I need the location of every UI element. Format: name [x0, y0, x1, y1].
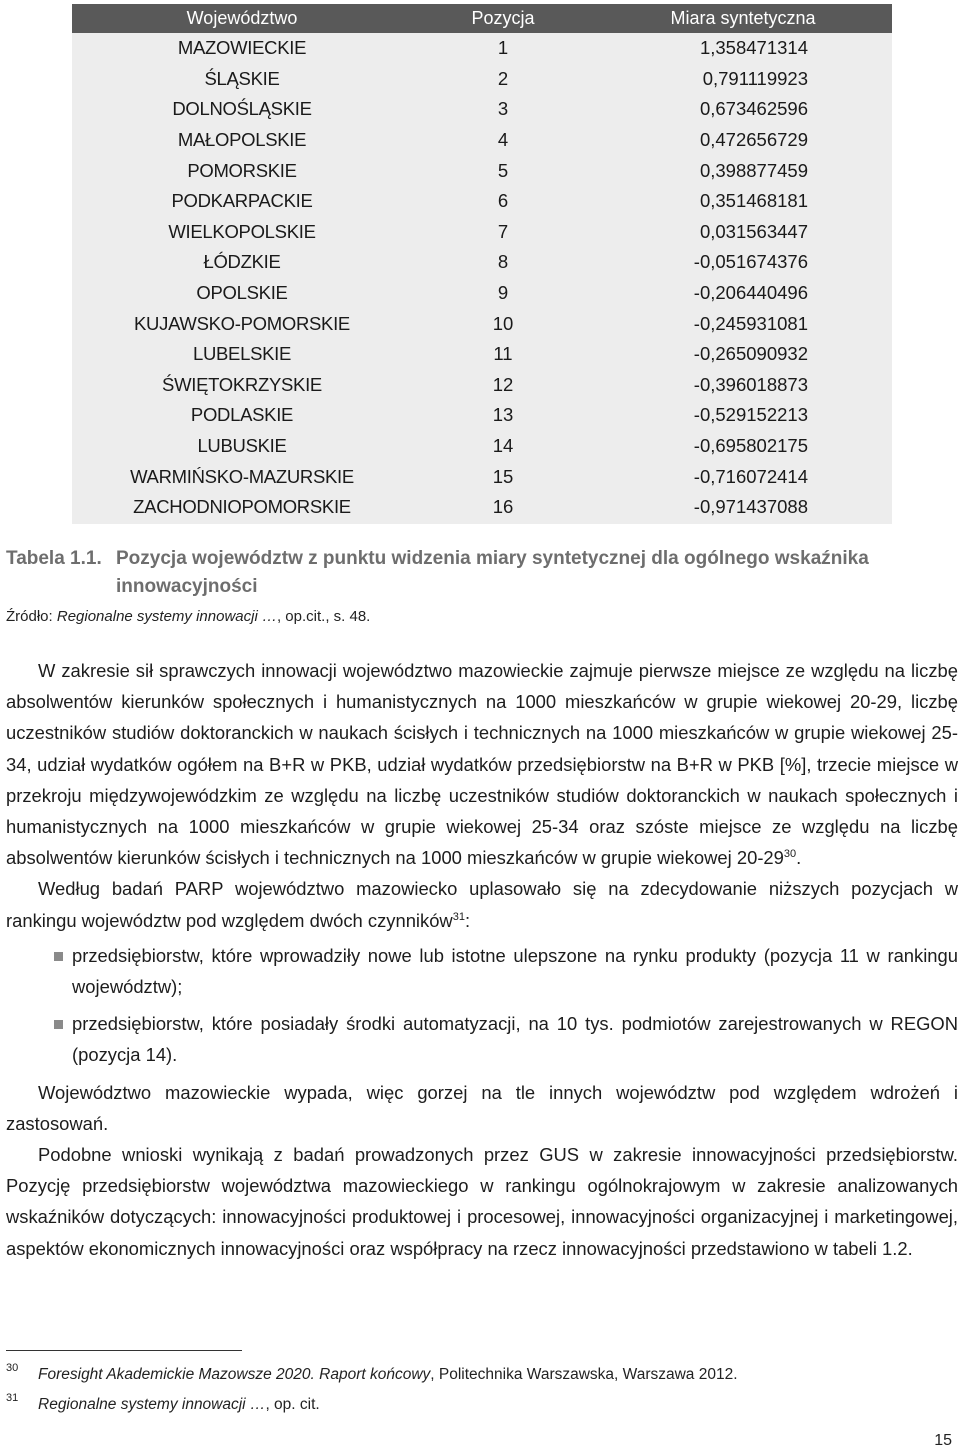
table-row	[72, 461, 892, 492]
cell-wojewodztwo: MAŁOPOLSKIE	[177, 129, 307, 151]
table-row	[72, 400, 892, 431]
table-row	[72, 492, 892, 523]
cell-pozycja: 8	[497, 251, 509, 273]
cell-pozycja: 14	[492, 435, 514, 457]
cell-pozycja: 13	[492, 404, 514, 426]
caption-label: Tabela 1.1.	[6, 548, 102, 569]
cell-pozycja: 12	[492, 373, 514, 395]
cell-wojewodztwo: KUJAWSKO-POMORSKIE	[134, 312, 350, 334]
cell-pozycja: 9	[497, 282, 509, 304]
cell-miara: -0,971437088	[693, 496, 808, 518]
table-row	[72, 370, 892, 401]
cell-pozycja: 6	[497, 190, 509, 212]
caption-line1: Pozycja województw z punktu widzenia miary syntetycznej dla ogólnego wskaźnika	[116, 548, 869, 569]
footnote-number: 30	[6, 1362, 19, 1374]
cell-wojewodztwo: ŁÓDZKIE	[203, 251, 281, 273]
bullet-list	[6, 940, 958, 1071]
paragraph-1-text: W zakresie sił sprawczych innowacji województwo mazowieckie zajmuje pierwsze miejsce ze względu na liczbę absolwentów kierunków społecznych i humanistycznych na 1000 mieszkańców w grupie wiekowej 20-29, liczbę uczestników studiów doktoranckich w naukach ścisłych i technicznych na 1000 mieszkańców w grupie wiekowej 25-34, udział wydatków ogółem na B+R w PKB, udział wydatków przedsiębiorstw na B+R w PKB [%], trzecie miejsce w przekroju międzywojewódzkim ze względu na liczbę uczestników studiów doktoranckich w naukach społecznych i humanistycznych na 1000 mieszkańców w grupie wiekowej 25-34 oraz szóste miejsce ze względu na liczbę absolwentów kierunków ścisłych i technicznych na 1000 mieszkańców w grupie wiekowej 20-29	[6, 660, 958, 869]
cell-miara: 0,472656729	[699, 129, 808, 151]
paragraph-4: Podobne wnioski wynikają z badań prowadzonych przez GUS w zakresie innowacyjności przedsiębiorstw. Pozycję przedsiębiorstw województwa mazowieckiego w rankingu ogólnokrajowym w zakresie analizowanych wskaźników dotyczących: innowacyjności produktowej i procesowej, innowacyjności organizacyjnej i marketingowej, aspektów ekonomicznych innowacyjności oraz współpracy na rzecz innowacyjności przedstawiono w tabeli 1.2.	[6, 1144, 958, 1259]
bullet-text: przedsiębiorstw, które posiadały środki automatyzacji, na 10 tys. podmiotów zarejestrowanych w REGON (pozycja 14).	[72, 1013, 958, 1066]
cell-wojewodztwo: POMORSKIE	[187, 159, 297, 181]
cell-miara: -0,716072414	[693, 465, 808, 487]
cell-wojewodztwo: LUBUSKIE	[197, 435, 287, 457]
table-caption	[6, 545, 946, 601]
cell-wojewodztwo: MAZOWIECKIE	[177, 37, 307, 59]
cell-miara: -0,265090932	[693, 343, 808, 365]
cell-wojewodztwo: ŚWIĘTOKRZYSKIE	[162, 373, 322, 395]
table-row	[72, 247, 892, 278]
table-row	[72, 125, 892, 156]
square-bullet-icon	[54, 952, 63, 961]
cell-pozycja: 5	[497, 159, 509, 181]
cell-pozycja: 10	[492, 312, 514, 334]
cell-pozycja: 16	[492, 496, 514, 518]
source-note	[6, 608, 370, 625]
cell-miara: 0,351468181	[699, 190, 808, 212]
footnotes	[6, 1360, 738, 1420]
source-prefix: Źródło:	[6, 608, 57, 625]
paragraph-1	[6, 655, 958, 873]
cell-pozycja: 7	[497, 220, 509, 242]
table-row	[72, 33, 892, 64]
cell-wojewodztwo: PODLASKIE	[190, 404, 294, 426]
cell-miara: -0,529152213	[693, 404, 808, 426]
paragraph-2-end: :	[464, 909, 471, 931]
cell-pozycja: 15	[492, 465, 514, 487]
paragraph-2	[6, 873, 958, 935]
header-wojewodztwo: Województwo	[186, 8, 298, 28]
footnote-31	[6, 1390, 738, 1420]
footnote-divider	[6, 1350, 242, 1351]
cell-miara: -0,695802175	[693, 435, 808, 457]
table-row	[72, 94, 892, 125]
cell-miara: -0,051674376	[693, 251, 808, 273]
table-row	[72, 64, 892, 95]
square-bullet-icon	[54, 1020, 63, 1029]
header-pozycja: Pozycja	[471, 8, 535, 28]
cell-miara: 0,398877459	[699, 159, 808, 181]
paragraph-2-text: Według badań PARP województwo mazowiecko uplasowało się na zdecydowanie niższych pozycjach w rankingu województw pod względem dwóch czynników	[6, 878, 958, 931]
cell-miara: -0,396018873	[693, 373, 808, 395]
cell-miara: 0,031563447	[699, 220, 808, 242]
footnote-30	[6, 1360, 738, 1390]
table-row	[72, 217, 892, 248]
cell-wojewodztwo: LUBELSKIE	[192, 343, 292, 365]
cell-pozycja: 2	[497, 67, 509, 89]
source-suffix: , op.cit., s. 48.	[276, 608, 371, 625]
cell-miara: 0,791119923	[702, 67, 808, 89]
footnote-rest: , Politechnika Warszawska, Warszawa 2012.	[430, 1366, 738, 1383]
cell-miara: -0,206440496	[693, 282, 808, 304]
paragraph-1-end: .	[796, 847, 802, 869]
cell-wojewodztwo: OPOLSKIE	[196, 282, 288, 304]
cell-miara: 0,673462596	[699, 98, 808, 120]
body-text	[6, 655, 958, 1264]
cell-miara: 1,358471314	[699, 37, 808, 59]
cell-pozycja: 4	[497, 129, 509, 151]
cell-pozycja: 11	[493, 343, 513, 365]
footnote-title: Foresight Akademickie Mazowsze 2020. Raport końcowy	[38, 1366, 431, 1383]
footnote-number: 31	[6, 1392, 19, 1404]
cell-wojewodztwo: ZACHODNIOPOMORSKIE	[133, 496, 351, 518]
list-item	[6, 940, 958, 1002]
table-row	[72, 308, 892, 339]
table-row	[72, 155, 892, 186]
cell-wojewodztwo: WARMIŃSKO-MAZURSKIE	[130, 465, 354, 487]
paragraph-3: Województwo mazowieckie wypada, więc gorzej na tle innych województw pod względem wdrożeń i zastosowań.	[6, 1081, 958, 1134]
ranking-table	[72, 4, 892, 524]
table-row	[72, 431, 892, 462]
cell-wojewodztwo: WIELKOPOLSKIE	[168, 220, 316, 242]
table-row	[72, 339, 892, 370]
footnote-ref-31[interactable]: 31	[452, 910, 465, 923]
header-miara: Miara syntetyczna	[670, 8, 816, 28]
source-title: Regionalne systemy innowacji …	[56, 608, 277, 625]
cell-pozycja: 3	[497, 98, 509, 120]
cell-miara: -0,245931081	[693, 312, 808, 334]
cell-wojewodztwo: PODKARPACKIE	[171, 190, 313, 212]
footnote-title: Regionalne systemy innowacji …	[38, 1396, 266, 1413]
cell-wojewodztwo: ŚLĄSKIE	[204, 67, 280, 89]
table-body	[72, 33, 892, 523]
cell-wojewodztwo: DOLNOŚLĄSKIE	[172, 98, 312, 120]
table-row	[72, 278, 892, 309]
page-number: 15	[934, 1432, 952, 1449]
list-item	[6, 1008, 958, 1070]
caption-line2: innowacyjności	[116, 576, 258, 597]
bullet-text: przedsiębiorstw, które wprowadziły nowe lub istotne ulepszone na rynku produkty (pozycja 11 w rankingu województw);	[72, 944, 958, 998]
cell-pozycja: 1	[497, 37, 509, 59]
table-row	[72, 186, 892, 217]
footnote-rest: , op. cit.	[265, 1396, 320, 1413]
footnote-ref-30[interactable]: 30	[783, 848, 797, 861]
table-header	[72, 4, 892, 33]
